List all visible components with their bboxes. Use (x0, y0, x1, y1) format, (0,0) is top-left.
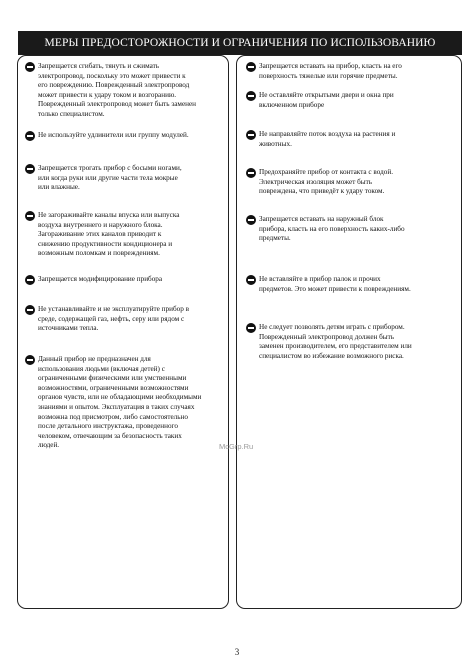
text-line: ограниченными физическими или умственными (38, 374, 187, 383)
prohibition-icon (246, 275, 256, 285)
prohibition-icon (25, 164, 35, 174)
text-line: повреждена, что приведёт к удару током. (259, 187, 385, 196)
page-title: МЕРЫ ПРЕДОСТОРОЖНОСТИ И ОГРАНИЧЕНИЯ ПО ИСПОЛЬЗОВАНИЮ (44, 37, 436, 49)
prohibition-icon (246, 62, 256, 72)
text-line: Не используйте удлинители или группу модулей. (38, 131, 189, 139)
prohibition-icon (25, 275, 35, 285)
text-line: возможным поломкам и повреждениям. (38, 249, 160, 258)
text-line: источниками тепла. (38, 324, 99, 333)
text-line: прибора, класть на его поверхность каких-либо (259, 224, 405, 233)
text-line: Запрещается модифицирование прибора (38, 275, 163, 283)
text-line: или влажные. (38, 183, 80, 192)
text-line: людей. (38, 441, 60, 450)
prohibition-icon (25, 211, 35, 221)
prohibition-icon (246, 130, 256, 140)
text-line: знаниями и опытом. Эксплуатация в таких случаях (38, 402, 195, 411)
text-line: предметов. Это может привести к повреждениям. (259, 284, 411, 293)
text-line: Запрещается сгибать, тянуть и сжимать (38, 62, 159, 70)
prohibition-icon (25, 305, 35, 315)
right-item-text (259, 275, 458, 294)
text-line: Не следует позволять детям играть с прибором. (259, 323, 405, 331)
right-item-text (259, 323, 458, 361)
prohibition-icon (25, 355, 35, 365)
prohibition-icon (246, 168, 256, 178)
header-bar (18, 31, 462, 55)
text-line: после детального инструктажа, проведенного (38, 422, 178, 431)
left-item-text (38, 164, 225, 193)
text-line: Не оставляйте открытыми двери и окна при (259, 91, 394, 99)
text-line: Не вставляйте в прибор палок и прочих (259, 275, 381, 283)
left-item-text (38, 305, 225, 334)
text-line: человеком, отвечающим за безопасность таких (38, 431, 182, 440)
text-line: животных. (259, 139, 292, 148)
text-line: среде, содержащей газ, нефть, серу или рядом с (38, 314, 185, 323)
text-line: Поврежденный электропровод должен быть (259, 332, 395, 341)
text-line: снижению продуктивности кондиционера и (38, 239, 173, 248)
text-line: Запрещается вставать на наружный блок (259, 215, 384, 223)
text-line: использования людьми (включая детей) с (38, 364, 165, 373)
right-item-text (259, 215, 458, 244)
left-item-text (38, 355, 225, 451)
prohibition-icon (25, 131, 35, 141)
text-line: Запрещается вставать на прибор, класть на его (259, 62, 402, 70)
text-line: Поврежденный электропровод может быть заменен (38, 100, 197, 109)
left-item-text (38, 211, 225, 259)
text-line: электропровод, поскольку это может привести к (38, 71, 186, 80)
text-line: специалистом во избежание возможного риска. (259, 351, 404, 360)
text-line: включенном приборе (259, 100, 325, 109)
right-item-text (259, 91, 458, 110)
text-line: может привести к удару током и возгоранию. (38, 90, 177, 99)
right-item-text (259, 168, 458, 197)
left-item-text (38, 131, 225, 141)
text-line: возможностями, ограниченными возможностями (38, 383, 189, 392)
text-line: Предохраняйте прибор от контакта с водой. (259, 168, 394, 176)
text-line: или когда руки или другие части тела мокрые (38, 173, 178, 182)
prohibition-icon (246, 91, 256, 101)
text-line: предметы. (259, 234, 291, 243)
text-line: Запрещается трогать прибор с босыми ногами, (38, 164, 182, 172)
right-item-text (259, 62, 458, 81)
text-line: Электрическая изоляция может быть (259, 177, 373, 186)
text-line: заменен производителем, его представителем или (259, 342, 412, 351)
left-item-text (38, 275, 225, 285)
left-item-text (38, 62, 225, 120)
text-line: возможна под присмотром, либо самостоятельно (38, 412, 188, 421)
prohibition-icon (25, 62, 35, 72)
text-line: воздуха внутреннего и наружного блока. (38, 220, 163, 229)
text-line: его повреждению. Поврежденный электропровод (38, 81, 190, 90)
text-line: Не устанавливайте и не эксплуатируйте прибор в (38, 305, 189, 313)
text-line: Загораживание этих каналов приводит к (38, 230, 162, 239)
text-line: Данный прибор не предназначен для (38, 355, 151, 363)
page-number: 3 (234, 647, 240, 657)
prohibition-icon (246, 215, 256, 225)
text-line: поверхность тяжелые или горячие предметы. (259, 71, 398, 80)
text-line: органов чувств, или не обладающими необходимыми (38, 393, 202, 402)
prohibition-icon (246, 323, 256, 333)
text-line: Не загораживайте каналы впуска или выпуска (38, 211, 180, 219)
text-line: Не направляйте поток воздуха на растения и (259, 130, 396, 138)
text-line: только специалистом. (38, 109, 105, 118)
watermark: McGrp.Ru (219, 442, 254, 451)
right-item-text (259, 130, 458, 149)
